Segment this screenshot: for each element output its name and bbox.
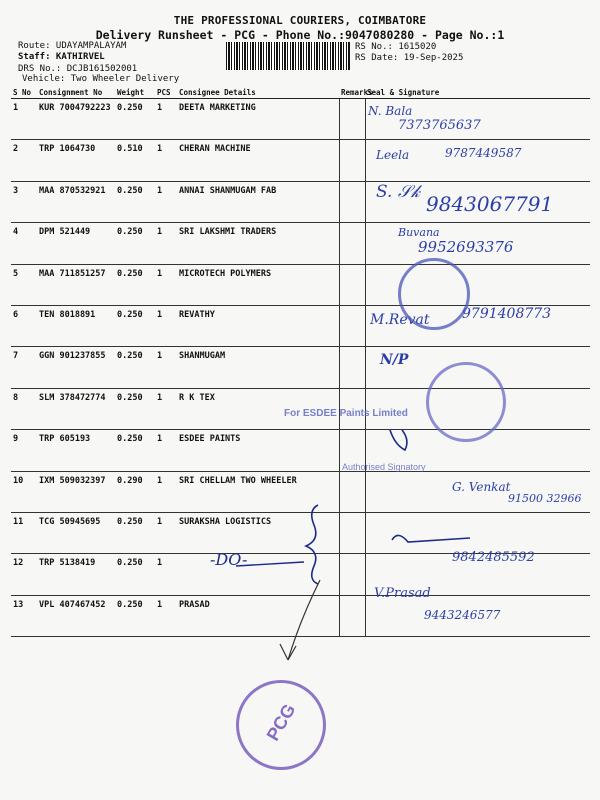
esdee-seal-stamp — [426, 362, 506, 442]
cell-weight: 0.250 — [115, 264, 155, 305]
esdee-stamp-text: For ESDEE Paints Limited — [284, 408, 408, 419]
table-row — [11, 264, 590, 305]
table-row — [11, 430, 590, 471]
cell-sno: 7 — [11, 347, 37, 388]
cell-pcs: 1 — [155, 595, 177, 636]
cell-sno: 10 — [11, 471, 37, 512]
cell-sno: 5 — [11, 264, 37, 305]
cell-weight: 0.250 — [115, 99, 155, 140]
cell-pcs: 1 — [155, 140, 177, 181]
cell-pcs: 1 — [155, 99, 177, 140]
cell-consignment: MAA 870532921 — [37, 181, 115, 222]
cell-consignment: TRP 1064730 — [37, 140, 115, 181]
cell-pcs: 1 — [155, 305, 177, 346]
signature-10-phone: 91500 32966 — [508, 492, 582, 505]
signature-7-mark: N/P — [380, 352, 409, 368]
cell-remarks — [339, 512, 365, 553]
signature-12-phone: 9842485592 — [452, 550, 535, 565]
col-remarks: Remarks — [341, 87, 373, 97]
cell-remarks — [339, 305, 365, 346]
table-header-row — [11, 86, 590, 99]
cell-sno: 11 — [11, 512, 37, 553]
signature-1-name: N. Bala — [368, 104, 413, 118]
table-row — [11, 512, 590, 553]
cell-consignee: REVATHY — [177, 305, 339, 346]
col-pcs: PCS — [155, 86, 177, 99]
cell-consignee: SRI LAKSHMI TRADERS — [177, 223, 339, 264]
cell-consignment: GGN 901237855 — [37, 347, 115, 388]
cell-remarks — [339, 595, 365, 636]
cell-weight: 0.250 — [115, 430, 155, 471]
cell-consignee: SURAKSHA LOGISTICS — [177, 512, 339, 553]
cell-sno: 2 — [11, 140, 37, 181]
cell-pcs: 1 — [155, 388, 177, 429]
cell-consignee: CHERAN MACHINE — [177, 140, 339, 181]
signature-3-phone: 9843067791 — [426, 192, 554, 216]
col-consignee: Consignee Details — [177, 86, 339, 99]
cell-sno: 3 — [11, 181, 37, 222]
pcg-stamp-text: PCG — [262, 700, 300, 745]
cell-consignee: PRASAD — [177, 595, 339, 636]
table-row — [11, 347, 590, 388]
cell-pcs: 1 — [155, 430, 177, 471]
cell-consignee: MICROTECH POLYMERS — [177, 264, 339, 305]
cell-consignment: KUR 7004792223 — [37, 99, 115, 140]
cell-pcs: 1 — [155, 264, 177, 305]
cell-weight: 0.250 — [115, 388, 155, 429]
cell-pcs: 1 — [155, 512, 177, 553]
cell-sno: 6 — [11, 305, 37, 346]
cell-consignment: TCG 50945695 — [37, 512, 115, 553]
vehicle-label: Vehicle: Two Wheeler Delivery — [22, 74, 180, 84]
signature-4-phone: 9952693376 — [418, 238, 514, 256]
staff-label: Staff: KATHIRVEL — [18, 52, 105, 62]
cell-pcs: 1 — [155, 181, 177, 222]
signature-4-name: Buvana — [398, 226, 440, 239]
col-consignment: Consignment No — [37, 86, 115, 99]
cell-sno: 4 — [11, 223, 37, 264]
cell-consignment: DPM 521449 — [37, 223, 115, 264]
cell-sno: 13 — [11, 595, 37, 636]
signature-1-phone: 7373765637 — [398, 118, 481, 133]
cell-remarks — [339, 99, 365, 140]
cell-sno: 9 — [11, 430, 37, 471]
cell-consignee: SRI CHELLAM TWO WHEELER — [177, 471, 339, 512]
cell-consignment: SLM 378472774 — [37, 388, 115, 429]
cell-weight: 0.510 — [115, 140, 155, 181]
cell-weight: 0.250 — [115, 595, 155, 636]
signature-6-name: M.Revat — [370, 312, 430, 328]
authorised-signatory-text: Authorised Signatory — [342, 462, 426, 472]
cell-remarks — [339, 471, 365, 512]
cell-remarks — [339, 181, 365, 222]
cell-remarks — [339, 140, 365, 181]
company-title: THE PROFESSIONAL COURIERS, COIMBATORE — [173, 14, 427, 27]
cell-pcs: 1 — [155, 223, 177, 264]
cell-weight: 0.250 — [115, 305, 155, 346]
table-row — [11, 595, 590, 636]
rs-date: RS Date: 19-Sep-2025 — [355, 53, 464, 63]
cell-consignee — [177, 554, 339, 595]
cell-weight: 0.250 — [115, 554, 155, 595]
barcode — [226, 42, 350, 70]
cell-consignment: TRP 5138419 — [37, 554, 115, 595]
drs-label: DRS No.: DCJB161502001 — [18, 64, 138, 74]
signature-6-phone: 9791408773 — [462, 306, 552, 322]
col-sno: S No — [11, 86, 37, 99]
cell-remarks — [339, 554, 365, 595]
signature-13-name: V.Prasad — [374, 586, 431, 601]
arrow-head — [280, 644, 296, 660]
cell-consignment: MAA 711851257 — [37, 264, 115, 305]
cell-consignment: VPL 407467452 — [37, 595, 115, 636]
signature-10-name: G. Venkat — [452, 480, 511, 494]
signature-13-phone: 9443246577 — [424, 608, 501, 622]
cell-pcs: 1 — [155, 471, 177, 512]
col-signature: Seal & Signature — [365, 86, 590, 99]
cell-signature — [365, 512, 590, 553]
cell-consignment: IXM 509032397 — [37, 471, 115, 512]
signature-2-name: Leela — [376, 148, 410, 162]
rs-number: RS No.: 1615020 — [355, 42, 437, 52]
cell-sno: 12 — [11, 554, 37, 595]
cell-consignment: TEN 8018891 — [37, 305, 115, 346]
signature-2-phone: 9787449587 — [445, 146, 522, 160]
cell-sno: 8 — [11, 388, 37, 429]
cell-consignee: SHANMUGAM — [177, 347, 339, 388]
ditto-mark: -DO- — [210, 550, 248, 569]
cell-remarks — [339, 264, 365, 305]
table-row — [11, 99, 590, 140]
runsheet-subtitle: Delivery Runsheet - PCG - Phone No.:9047080280 - Page No.:1 — [95, 28, 505, 42]
cell-consignee: ESDEE PAINTS — [177, 430, 339, 471]
cell-pcs: 1 — [155, 554, 177, 595]
cell-consignment: TRP 605193 — [37, 430, 115, 471]
cell-weight: 0.250 — [115, 512, 155, 553]
cell-consignee: R K TEX — [177, 388, 339, 429]
cell-consignee: ANNAI SHANMUGAM FAB — [177, 181, 339, 222]
col-weight: Weight — [115, 86, 155, 99]
cell-weight: 0.290 — [115, 471, 155, 512]
cell-sno: 1 — [11, 99, 37, 140]
cell-weight: 0.250 — [115, 181, 155, 222]
cell-weight: 0.250 — [115, 347, 155, 388]
route-label: Route: UDAYAMPALAYAM — [18, 41, 127, 51]
cell-remarks — [339, 347, 365, 388]
company-seal-stamp — [398, 258, 470, 330]
cell-remarks — [339, 223, 365, 264]
cell-consignee: DEETA MARKETING — [177, 99, 339, 140]
cell-pcs: 1 — [155, 347, 177, 388]
cell-weight: 0.250 — [115, 223, 155, 264]
signature-3-name: S. 𝒮𝓀 — [376, 182, 421, 202]
